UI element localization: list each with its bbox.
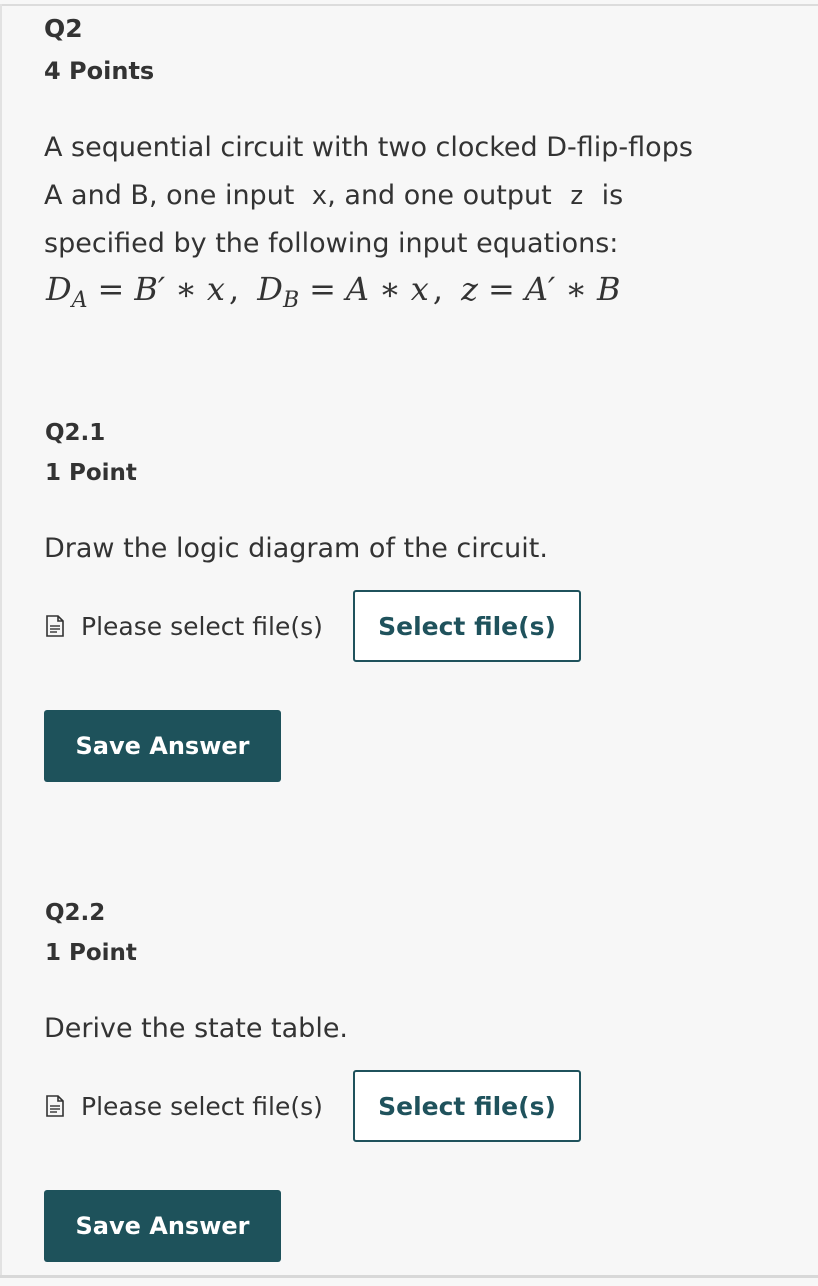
eq-equals: = [309,270,336,308]
subquestion-title: Q2.1 [45,420,106,446]
input-variable: x [311,181,328,211]
eq-var: z [461,270,479,308]
eq-var: D [257,270,283,308]
document-icon [43,1094,67,1118]
output-variable: z [568,181,585,211]
subquestion-points: 1 Point [45,460,137,486]
save-answer-button[interactable]: Save Answer [44,710,281,782]
save-answer-button[interactable]: Save Answer [44,1190,281,1262]
select-files-button[interactable]: Select file(s) [353,590,581,662]
subquestion-prompt: Draw the logic diagram of the circuit. [44,533,548,564]
eq-separator: , [432,270,443,308]
eq-equals: = [488,270,515,308]
file-upload-status [43,1092,323,1120]
file-status-label: Please select file(s) [81,611,323,641]
file-status-label: Please select file(s) [81,1091,323,1121]
question-text-part: , and one output [327,180,552,211]
question-text [44,124,794,268]
input-equations [46,270,620,313]
eq-term: B′ [134,270,166,308]
eq-term: x [410,270,429,308]
select-files-button[interactable]: Select file(s) [353,1070,581,1142]
left-divider [0,4,2,1278]
eq-subscript: A [71,288,88,313]
eq-operator: ∗ [379,270,401,308]
eq-operator: ∗ [175,270,197,308]
question-text-line-1: A sequential circuit with two clocked D-flip-flops [44,132,693,163]
document-icon [43,614,67,638]
question-text-part: A and B, one input [44,180,295,211]
eq-term: B [596,270,621,308]
bottom-divider [0,1275,818,1278]
question-title: Q2 [44,14,83,43]
question-text-line-2 [44,172,794,220]
eq-var: D [46,270,72,308]
eq-equals: = [97,270,125,308]
eq-separator: , [228,270,240,308]
question-points: 4 Points [44,57,155,85]
eq-term: A [345,270,370,308]
eq-term: A′ [524,270,556,308]
subquestion-points: 1 Point [45,940,137,966]
subquestion-title: Q2.2 [45,900,106,926]
top-divider [0,4,818,6]
subquestion-prompt: Derive the state table. [44,1013,349,1044]
eq-subscript: B [282,288,300,313]
question-text-part: is [601,180,624,211]
eq-operator: ∗ [565,270,587,308]
eq-term: x [206,270,225,308]
file-upload-status [43,612,323,640]
question-text-line-3: specified by the following input equations: [44,228,619,259]
